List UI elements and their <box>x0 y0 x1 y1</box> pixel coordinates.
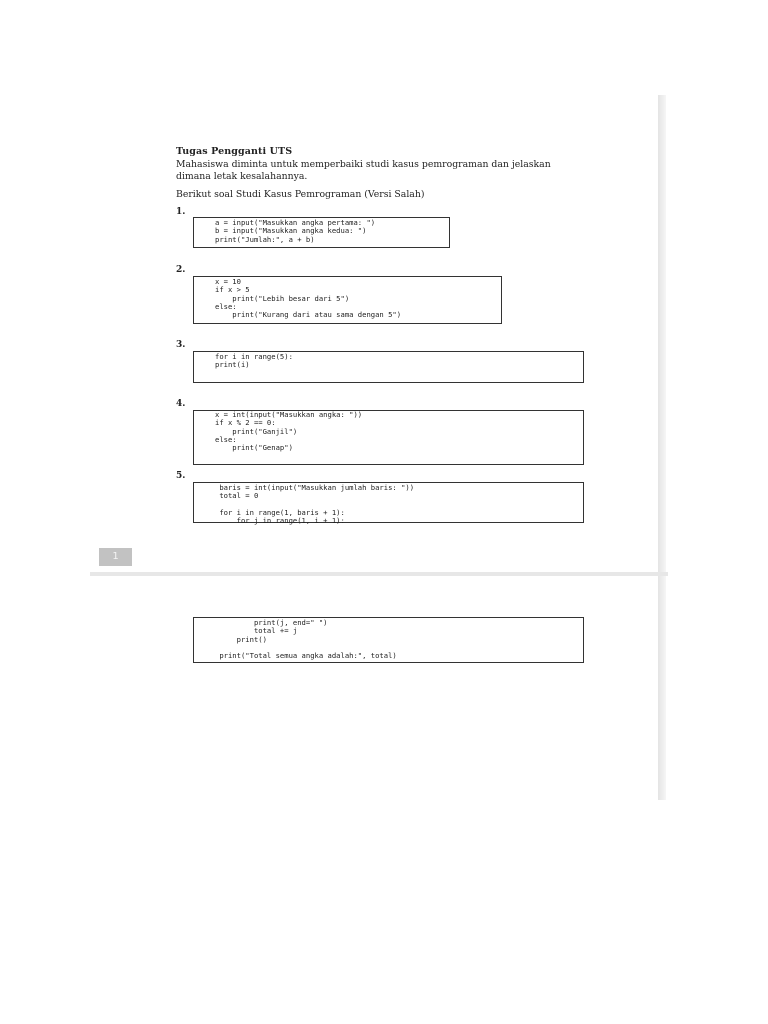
question-number-4: 4. <box>176 399 186 409</box>
question-number-1: 1. <box>176 207 186 217</box>
question-number-2: 2. <box>176 265 186 275</box>
code-box-1 <box>193 217 450 248</box>
page-edge-shadow <box>658 95 666 800</box>
code-box-5-continued <box>193 617 584 663</box>
page-number-badge: 1 <box>99 548 132 566</box>
code-snippet-5: baris = int(input("Masukkan jumlah baris: ")) total = 0 for i in range(1, baris + 1): for j in range(1, i + 1): <box>219 483 415 526</box>
code-box-2 <box>193 276 502 324</box>
code-snippet-4: x = int(input("Masukkan angka: ")) if x % 2 == 0: print("Ganjil") else: print("Genap") <box>215 410 363 453</box>
code-box-3 <box>193 351 584 383</box>
code-box-5 <box>193 482 584 526</box>
document-intro: Berikut soal Studi Kasus Pemrograman (Versi Salah) <box>176 189 425 200</box>
code-box-4 <box>193 410 584 465</box>
document-title: Tugas Pengganti UTS <box>176 146 293 157</box>
code-snippet-3: for i in range(5): print(i) <box>215 352 293 370</box>
document-instruction: Mahasiswa diminta untuk memperbaiki studi kasus pemrograman dan jelaskan dimana letak kesalahannya. <box>176 159 551 182</box>
code-snippet-2: x = 10 if x > 5 print("Lebih besar dari 5") else: print("Kurang dari atau sama dengan 5") <box>215 277 402 320</box>
code-snippet-1: a = input("Masukkan angka pertama: ") b = input("Masukkan angka kedua: ") print("Jumlah:", a + b) <box>215 218 376 244</box>
page-divider <box>90 572 668 576</box>
question-number-5: 5. <box>176 471 186 481</box>
code-snippet-5-continued: print(j, end=" ") total += j print() print("Total semua angka adalah:", total) <box>219 618 397 661</box>
question-number-3: 3. <box>176 340 186 350</box>
